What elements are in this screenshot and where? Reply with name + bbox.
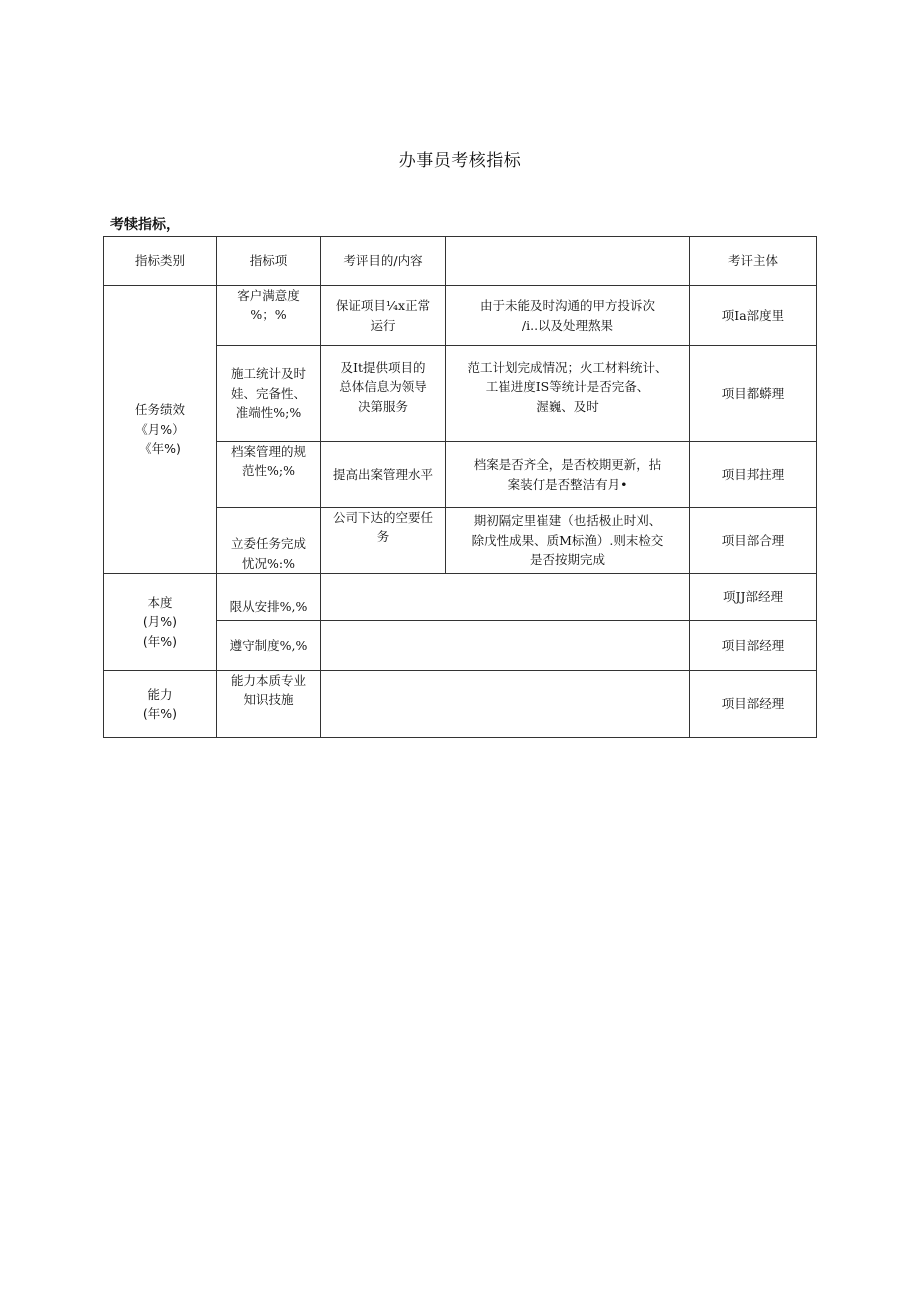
- table-row: [104, 286, 817, 346]
- subject-cell: 项Ia部度里: [690, 286, 817, 346]
- item-cell: 能力本质专业 知识技施: [217, 671, 321, 738]
- section-subtitle: 考犊指标，: [110, 217, 180, 233]
- purpose-cell: 及It提供项目的 总体信息为领导 决第服务: [321, 346, 446, 442]
- subject-cell: 项目部合理: [690, 508, 817, 574]
- subject-cell: 项目部经理: [690, 671, 817, 738]
- purpose-cell: 提高出案管理水平: [321, 442, 446, 508]
- content-cell: 期初隔定里崔建（也括极止时刈、 除戊性成果、质M标渔）.则末检交 是否按期完成: [446, 508, 690, 574]
- content-cell-empty: [321, 621, 690, 671]
- category-ability: 能力 (年%): [104, 671, 217, 738]
- item-cell: 遵守制度%,%: [217, 621, 321, 671]
- item-cell: 限从安排%,%: [217, 574, 321, 621]
- header-item: 指标项: [217, 237, 321, 286]
- subject-cell: 项目邦拄理: [690, 442, 817, 508]
- content-cell: 由于未能及时沟通的甲方投诉次 /i..以及处理熬果: [446, 286, 690, 346]
- header-content: [446, 237, 690, 286]
- subject-cell: 项JJ部经理: [690, 574, 817, 621]
- header-category: 指标类别: [104, 237, 217, 286]
- subject-cell: 项目都蟒理: [690, 346, 817, 442]
- header-purpose: 考评目的/内容: [321, 237, 446, 286]
- assessment-table: [103, 236, 817, 738]
- table-row: [104, 574, 817, 621]
- item-cell: 客户满意度 %；%: [217, 286, 321, 346]
- page-title: 办事员考核指标: [398, 151, 522, 171]
- item-cell: 立委任务完成 忧况%:%: [217, 508, 321, 574]
- content-cell-empty: [321, 671, 690, 738]
- table-header-row: [104, 237, 817, 286]
- purpose-cell: 保证项目¼x正常 运行: [321, 286, 446, 346]
- table-row: [104, 671, 817, 738]
- category-attitude: 本度 (月%) (年%): [104, 574, 217, 671]
- purpose-cell: 公司下达的空要任 务: [321, 508, 446, 574]
- category-task-performance: 任务绩效 《月%） 《年%): [104, 286, 217, 574]
- item-cell: 档案管理的规 范性%;%: [217, 442, 321, 508]
- content-cell: 范工计划完成情况；火工材料统计、 工崔进度IS等统计是否完备、 渥巍、及时: [446, 346, 690, 442]
- header-subject: 考讦主体: [690, 237, 817, 286]
- item-cell: 施工统计及时 娃、完备性、 准端性%;%: [217, 346, 321, 442]
- subject-cell: 项目部经理: [690, 621, 817, 671]
- content-cell-empty: [321, 574, 690, 621]
- content-cell: 档案是否齐全，是否校期更新，拈 案装仃是否整洁有月•: [446, 442, 690, 508]
